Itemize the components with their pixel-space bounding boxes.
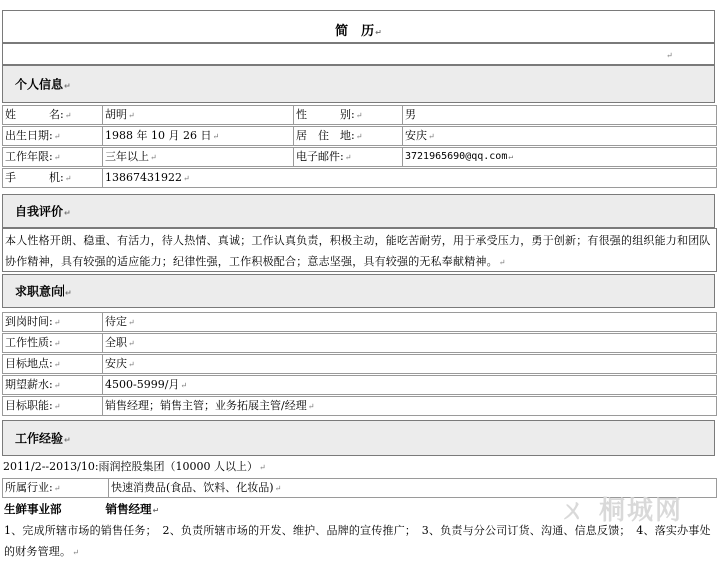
- experience-period-company: 2011/2--2013/10:雨润控股集团（10000 人以上）↵: [3, 460, 266, 473]
- table-row: [2, 396, 717, 416]
- type-label: 工作性质:↵: [5, 336, 61, 349]
- department: 生鲜事业部: [4, 502, 62, 516]
- page-title: 简 历↵: [335, 24, 382, 39]
- table-row: [2, 375, 717, 395]
- salary-value: 4500-5999/月↵: [105, 378, 188, 391]
- start-label: 到岗时间:↵: [5, 315, 61, 328]
- paragraph-mark: ↵: [666, 51, 673, 60]
- section-self-eval-header: [2, 194, 715, 228]
- department-position: 生鲜事业部 销售经理↵: [4, 502, 160, 516]
- section-personal-header: [2, 65, 715, 103]
- residence-value: 安庆↵: [405, 129, 435, 142]
- birth-value: 1988 年 10 月 26 日↵: [105, 129, 220, 142]
- industry-value: 快速消费品(食品、饮料、化妆品)↵: [111, 481, 282, 494]
- self-eval-text: 本人性格开朗、稳重、有活力，待人热情、真诚；工作认真负责，积极主动，能吃苦耐劳，用于承受压力，勇于创新；有很强的组织能力和团队协作精神，具有较强的适应能力；纪律性强，工作积极配合；意志坚强，具有较强的无私奉献精神。↵: [5, 234, 711, 268]
- blank-row: [2, 43, 715, 65]
- start-value: 待定↵: [105, 315, 135, 328]
- location-value: 安庆↵: [105, 357, 135, 370]
- table-row: [2, 147, 717, 167]
- self-eval-paragraph: [2, 228, 717, 272]
- role-label: 目标职能:↵: [5, 399, 61, 412]
- table-row: [2, 105, 717, 125]
- phone-value: 13867431922↵: [105, 171, 190, 184]
- section-experience-header: [2, 420, 715, 456]
- table-row: [2, 333, 717, 353]
- section-title: 个人信息↵: [15, 77, 71, 92]
- personal-info-table: [2, 105, 717, 190]
- table-row: [2, 168, 717, 188]
- gender-value: 男: [405, 108, 416, 121]
- table-row: [2, 312, 717, 332]
- type-value: 全职↵: [105, 336, 135, 349]
- salary-label: 期望薪水:↵: [5, 378, 61, 391]
- location-label: 目标地点:↵: [5, 357, 61, 370]
- intent-table: [2, 312, 717, 417]
- years-label: 工作年限:↵: [5, 150, 61, 163]
- duties-text: 1、完成所辖市场的销售任务； 2、负责所辖市场的开发、维护、品牌的宣传推广； 3、负责与分公司订货、沟通、信息反馈； 4、落实办事处的财务管理。↵: [4, 524, 711, 558]
- residence-label: 居 住 地:↵: [296, 129, 363, 142]
- table-row: [2, 354, 717, 374]
- name-value: 胡明↵: [105, 108, 135, 121]
- section-title: 自我评价↵: [15, 204, 71, 219]
- phone-label: 手 机:↵: [5, 171, 72, 184]
- gender-label: 性 别:↵: [296, 108, 363, 121]
- email-value: 3721965690@qq.com↵: [405, 151, 514, 162]
- position: 销售经理: [105, 502, 152, 516]
- section-intent-header: [2, 274, 715, 308]
- role-value: 销售经理；销售主管；业务拓展主管/经理↵: [105, 399, 315, 412]
- years-value: 三年以上↵: [105, 150, 157, 163]
- email-label: 电子邮件:↵: [296, 150, 352, 163]
- name-label: 姓 名:↵: [5, 108, 72, 121]
- section-title: 工作经验↵: [15, 431, 71, 446]
- title-bar: [2, 10, 715, 43]
- birth-label: 出生日期:↵: [5, 129, 61, 142]
- section-title: 求职意向 ↵: [15, 284, 72, 299]
- industry-label: 所属行业:↵: [5, 481, 61, 494]
- watermark: ㄨ 桐城网: [560, 496, 684, 526]
- table-row: [2, 457, 717, 477]
- table-row: [2, 126, 717, 146]
